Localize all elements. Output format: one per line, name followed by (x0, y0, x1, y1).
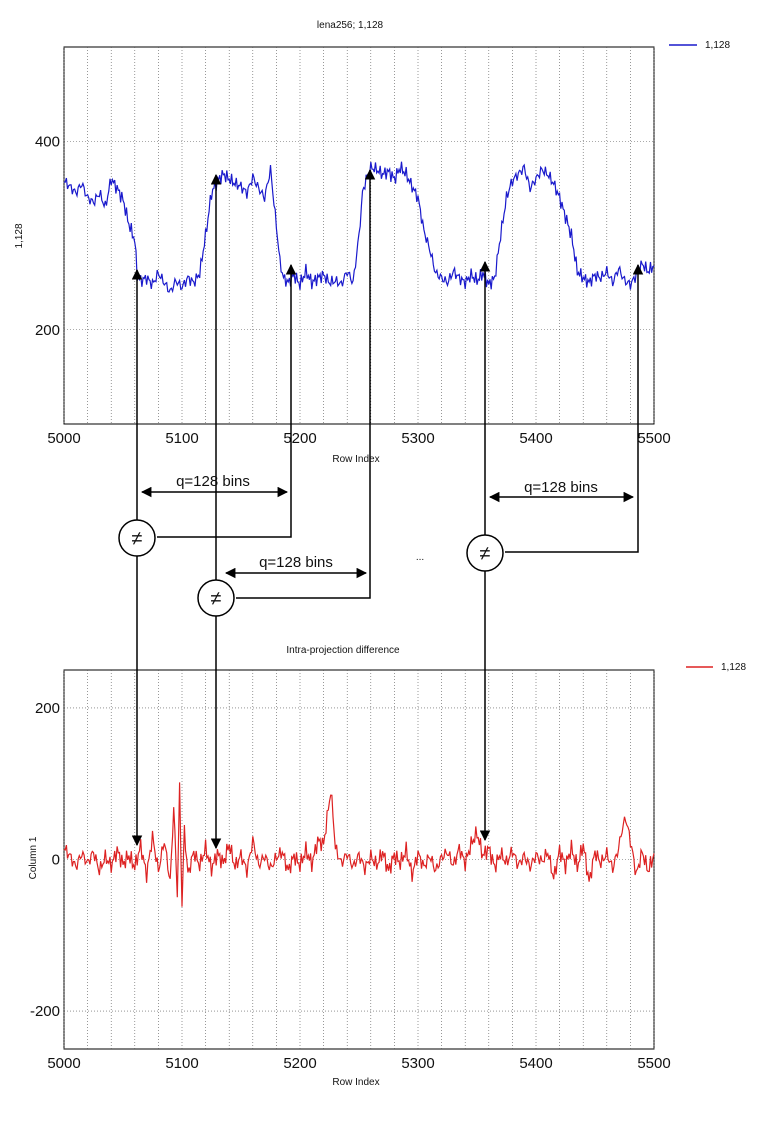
bins-label-3: q=128 bins (524, 479, 598, 496)
x-tick-label: 5100 (165, 430, 199, 447)
top-legend (669, 40, 730, 51)
bottom-legend (686, 662, 746, 673)
top-xlabel: Row Index (332, 454, 380, 465)
top-ylabel: 1,128 (14, 223, 25, 249)
bottom-ylabel: Column 1 (28, 836, 39, 880)
bins-label-2: q=128 bins (259, 554, 333, 571)
y-tick-label: 200 (34, 321, 60, 339)
x-tick-label: 5500 (637, 430, 671, 447)
bottom-chart-title: Intra-projection difference (286, 645, 400, 656)
x-tick-label: 5300 (401, 1055, 435, 1072)
x-tick-label: 5400 (519, 430, 553, 447)
x-tick-label: 5400 (519, 1055, 553, 1072)
y-tick-label: 400 (34, 133, 60, 151)
top-legend-label: 1,128 (705, 40, 731, 51)
x-tick-label: 5200 (283, 430, 317, 447)
top-chart (14, 20, 730, 465)
bottom-chart (28, 645, 746, 1088)
x-tick-label: 5200 (283, 1055, 317, 1072)
top-chart-title: lena256; 1,128 (316, 20, 384, 31)
neq-symbol-2: ≠ (210, 588, 222, 610)
y-tick-label: -200 (29, 1003, 60, 1021)
neq-node-3 (467, 535, 503, 571)
y-tick-label: 0 (51, 851, 60, 869)
x-tick-label: 5000 (47, 430, 81, 447)
bottom-legend-label: 1,128 (721, 662, 747, 673)
neq-node-1 (119, 520, 155, 556)
neq-symbol-1: ≠ (131, 528, 143, 550)
y-tick-label: 200 (34, 699, 60, 717)
annotation-labels (119, 473, 598, 616)
x-tick-label: 5300 (401, 430, 435, 447)
x-tick-label: 5500 (637, 1055, 671, 1072)
neq-symbol-3: ≠ (479, 543, 491, 565)
ellipsis: ... (415, 552, 425, 563)
x-tick-label: 5100 (165, 1055, 199, 1072)
bins-label-1: q=128 bins (176, 473, 250, 490)
bottom-xlabel: Row Index (332, 1077, 380, 1088)
x-tick-label: 5000 (47, 1055, 81, 1072)
neq-node-2 (198, 580, 234, 616)
